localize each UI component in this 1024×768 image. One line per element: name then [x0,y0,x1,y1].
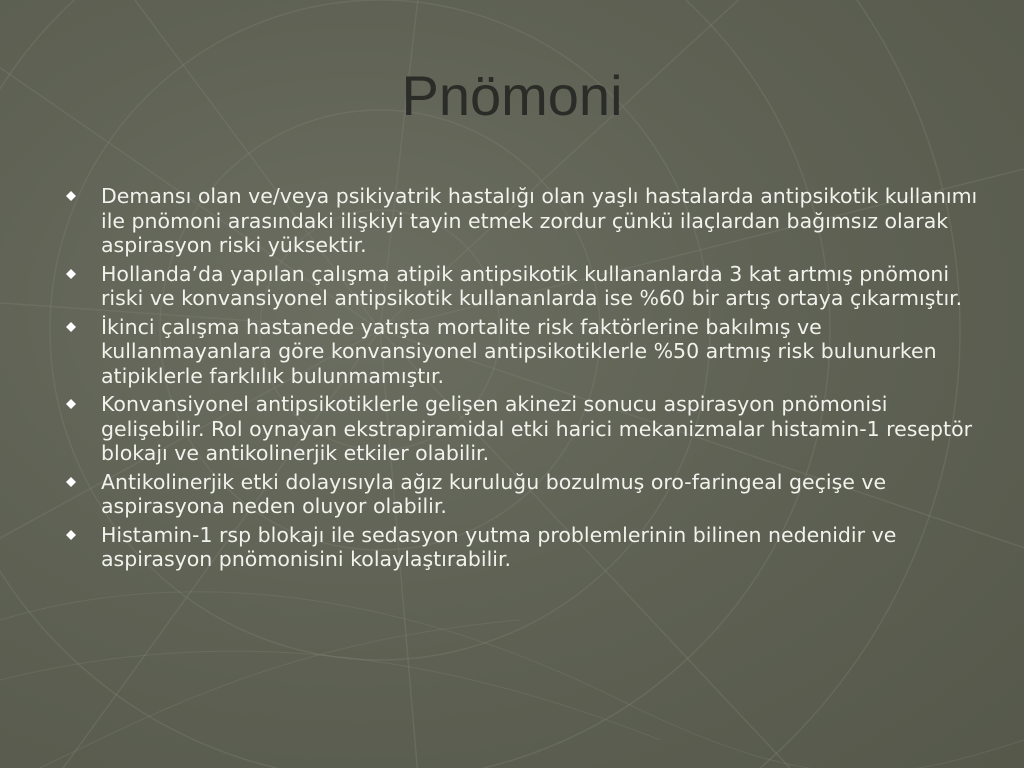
bullet-text: Histamin-1 rsp blokajı ile sedasyon yutma problemlerinin bilinen nedenidir ve aspirasyon pnömonisini kolaylaştırabilir. [101,522,897,571]
diamond-bullet-icon [65,476,77,488]
bullet-text: Hollanda’da yapılan çalışma atipik antipsikotik kullananlarda 3 kat artmış pnömoni riski ve konvansiyonel antipsikotik kullananlarda ise %60 bir artış ortaya çıkarmıştır. [101,261,963,310]
bullet-text: İkinci çalışma hastanede yatışta mortalite risk faktörlerine bakılmış ve kullanmayanlara göre konvansiyonel antipsikotiklerle %50 artmış risk bulunurken atipiklerle farklılık bulunmamıştır. [101,314,937,388]
diamond-bullet-icon [65,529,77,541]
diamond-bullet-icon [65,268,77,280]
slide-title: Pnömoni [401,64,623,127]
list-item [60,315,980,389]
diamond-bullet-icon [65,190,77,202]
bullet-text: Antikolinerjik etki dolayısıyla ağız kuruluğu bozulmuş oro-faringeal geçişe ve aspirasyona neden oluyor olabilir. [101,469,887,518]
diamond-bullet-icon [65,321,77,333]
list-item [60,392,980,466]
list-item [60,184,980,258]
list-item [60,523,980,572]
list-item [60,262,980,311]
bullet-text: Konvansiyonel antipsikotiklerle gelişen akinezi sonucu aspirasyon pnömonisi gelişebilir. Rol oynayan ekstrapiramidal etki harici mekanizmalar histamin-1 reseptör blokajı ve antikolinerjik etkiler olabilir. [101,392,973,465]
diamond-bullet-icon [65,398,77,410]
bullet-list [60,184,980,576]
list-item [60,470,980,519]
bullet-text: Demansı olan ve/veya psikiyatrik hastalığı olan yaşlı hastalarda antipsikotik kullanımı ile pnömoni arasındaki ilişkiyi tayin etmek zordur çünkü ilaçlardan bağımsız olarak aspirasyon riski yüksektir. [101,184,978,257]
